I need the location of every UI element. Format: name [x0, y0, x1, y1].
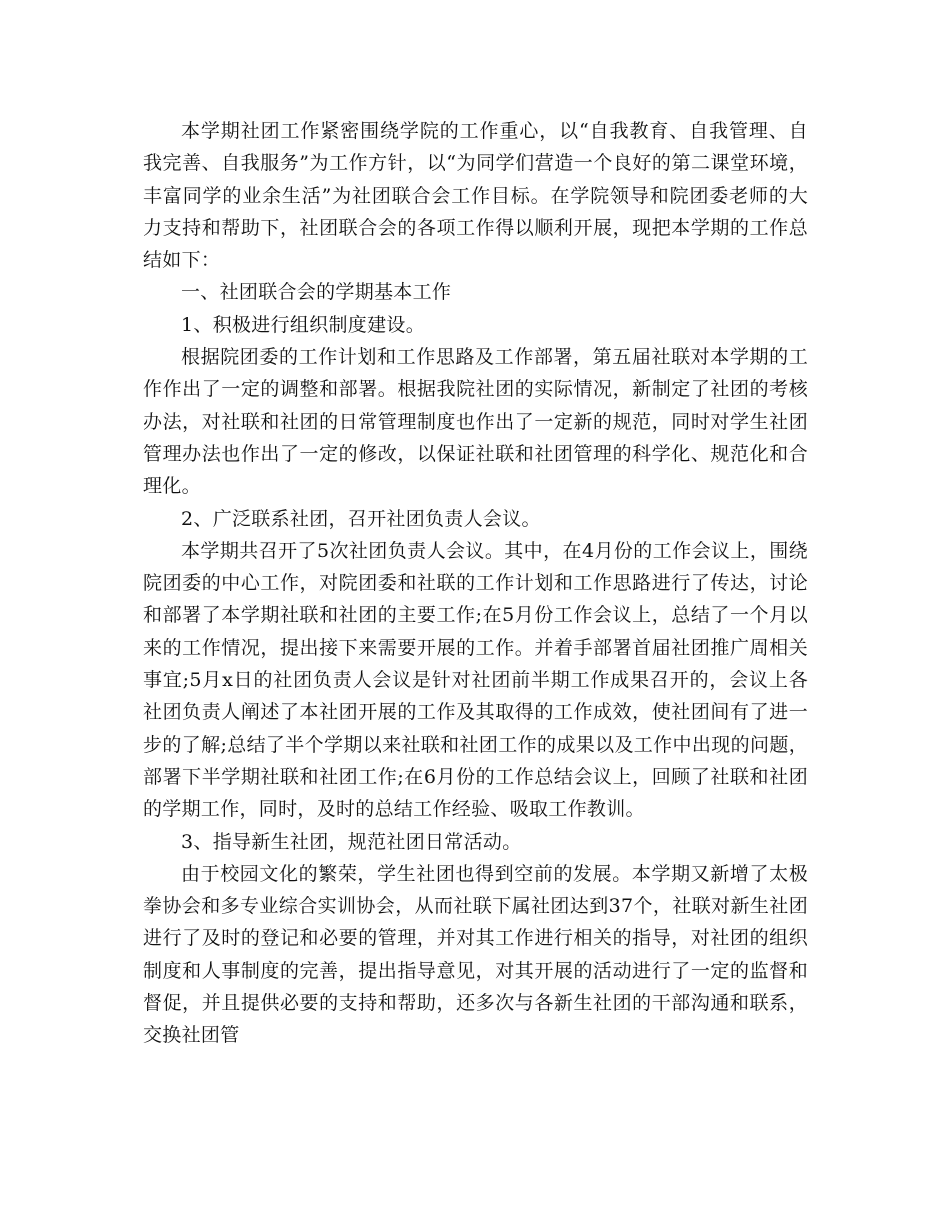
paragraph-new-clubs: 由于校园文化的繁荣，学生社团也得到空前的发展。本学期又新增了太极拳协会和多专业综合实训协会，从而社联下属社团达到37个，社联对新生社团进行了及时的登记和必要的管理，并对其工作进行相关的指导，对社团的组织制度和人事制度的完善，提出指导意见，对其开展的活动进行了一定的监督和督促，并且提供必要的支持和帮助，还多次与各新生社团的干部沟通和联系，交换社团管 — [143, 862, 808, 1047]
subheading-3: 3、指导新生社团，规范社团日常活动。 — [181, 830, 522, 853]
paragraph-meetings: 本学期共召开了5次社团负责人会议。其中，在4月份的工作会议上，围绕院团委的中心工作，对院团委和社联的工作计划和工作思路进行了传达，讨论和部署了本学期社联和社团的主要工作;在5月份工作会议上，总结了一个月以来的工作情况，提出接下来需要开展的工作。并着手部署首届社团推广周相关事宜;5月x日的社团负责人会议是针对社团前半期工作成果召开的，会议上各社团负责人阐述了本社团开展的工作及其取得的工作成效，使社团间有了进一步的了解;总结了半个学期以来社联和社团工作的成果以及工作中出现的问题，部署下半学期社联和社团工作;在6月份的工作总结会议上，回顾了社联和社团的学期工作，同时，及时的总结工作经验、吸取工作教训。 — [143, 539, 808, 821]
subheading-1: 1、积极进行组织制度建设。 — [181, 313, 425, 336]
paragraph-organization: 根据院团委的工作计划和工作思路及工作部署，第五届社联对本学期的工作作出了一定的调整和部署。根据我院社团的实际情况，新制定了社团的考核办法，对社联和社团的日常管理制度也作出了一定新的规范，同时对学生社团管理办法也作出了一定的修改，以保证社联和社团管理的科学化、规范化和合理化。 — [143, 346, 808, 498]
paragraph-intro: 本学期社团工作紧密围绕学院的工作重心，以“自我教育、自我管理、自我完善、自我服务”为工作方针，以“为同学们营造一个良好的第二课堂环境，丰富同学的业余生活”为社团联合会工作目标。在学院领导和院团委老师的大力支持和帮助下，社团联合会的各项工作得以顺利开展，现把本学期的工作总结如下： — [143, 120, 808, 272]
section-heading-1: 一、社团联合会的学期基本工作 — [181, 281, 452, 304]
document-body — [143, 115, 808, 1052]
subheading-2: 2、广泛联系社团，召开社团负责人会议。 — [181, 507, 541, 530]
